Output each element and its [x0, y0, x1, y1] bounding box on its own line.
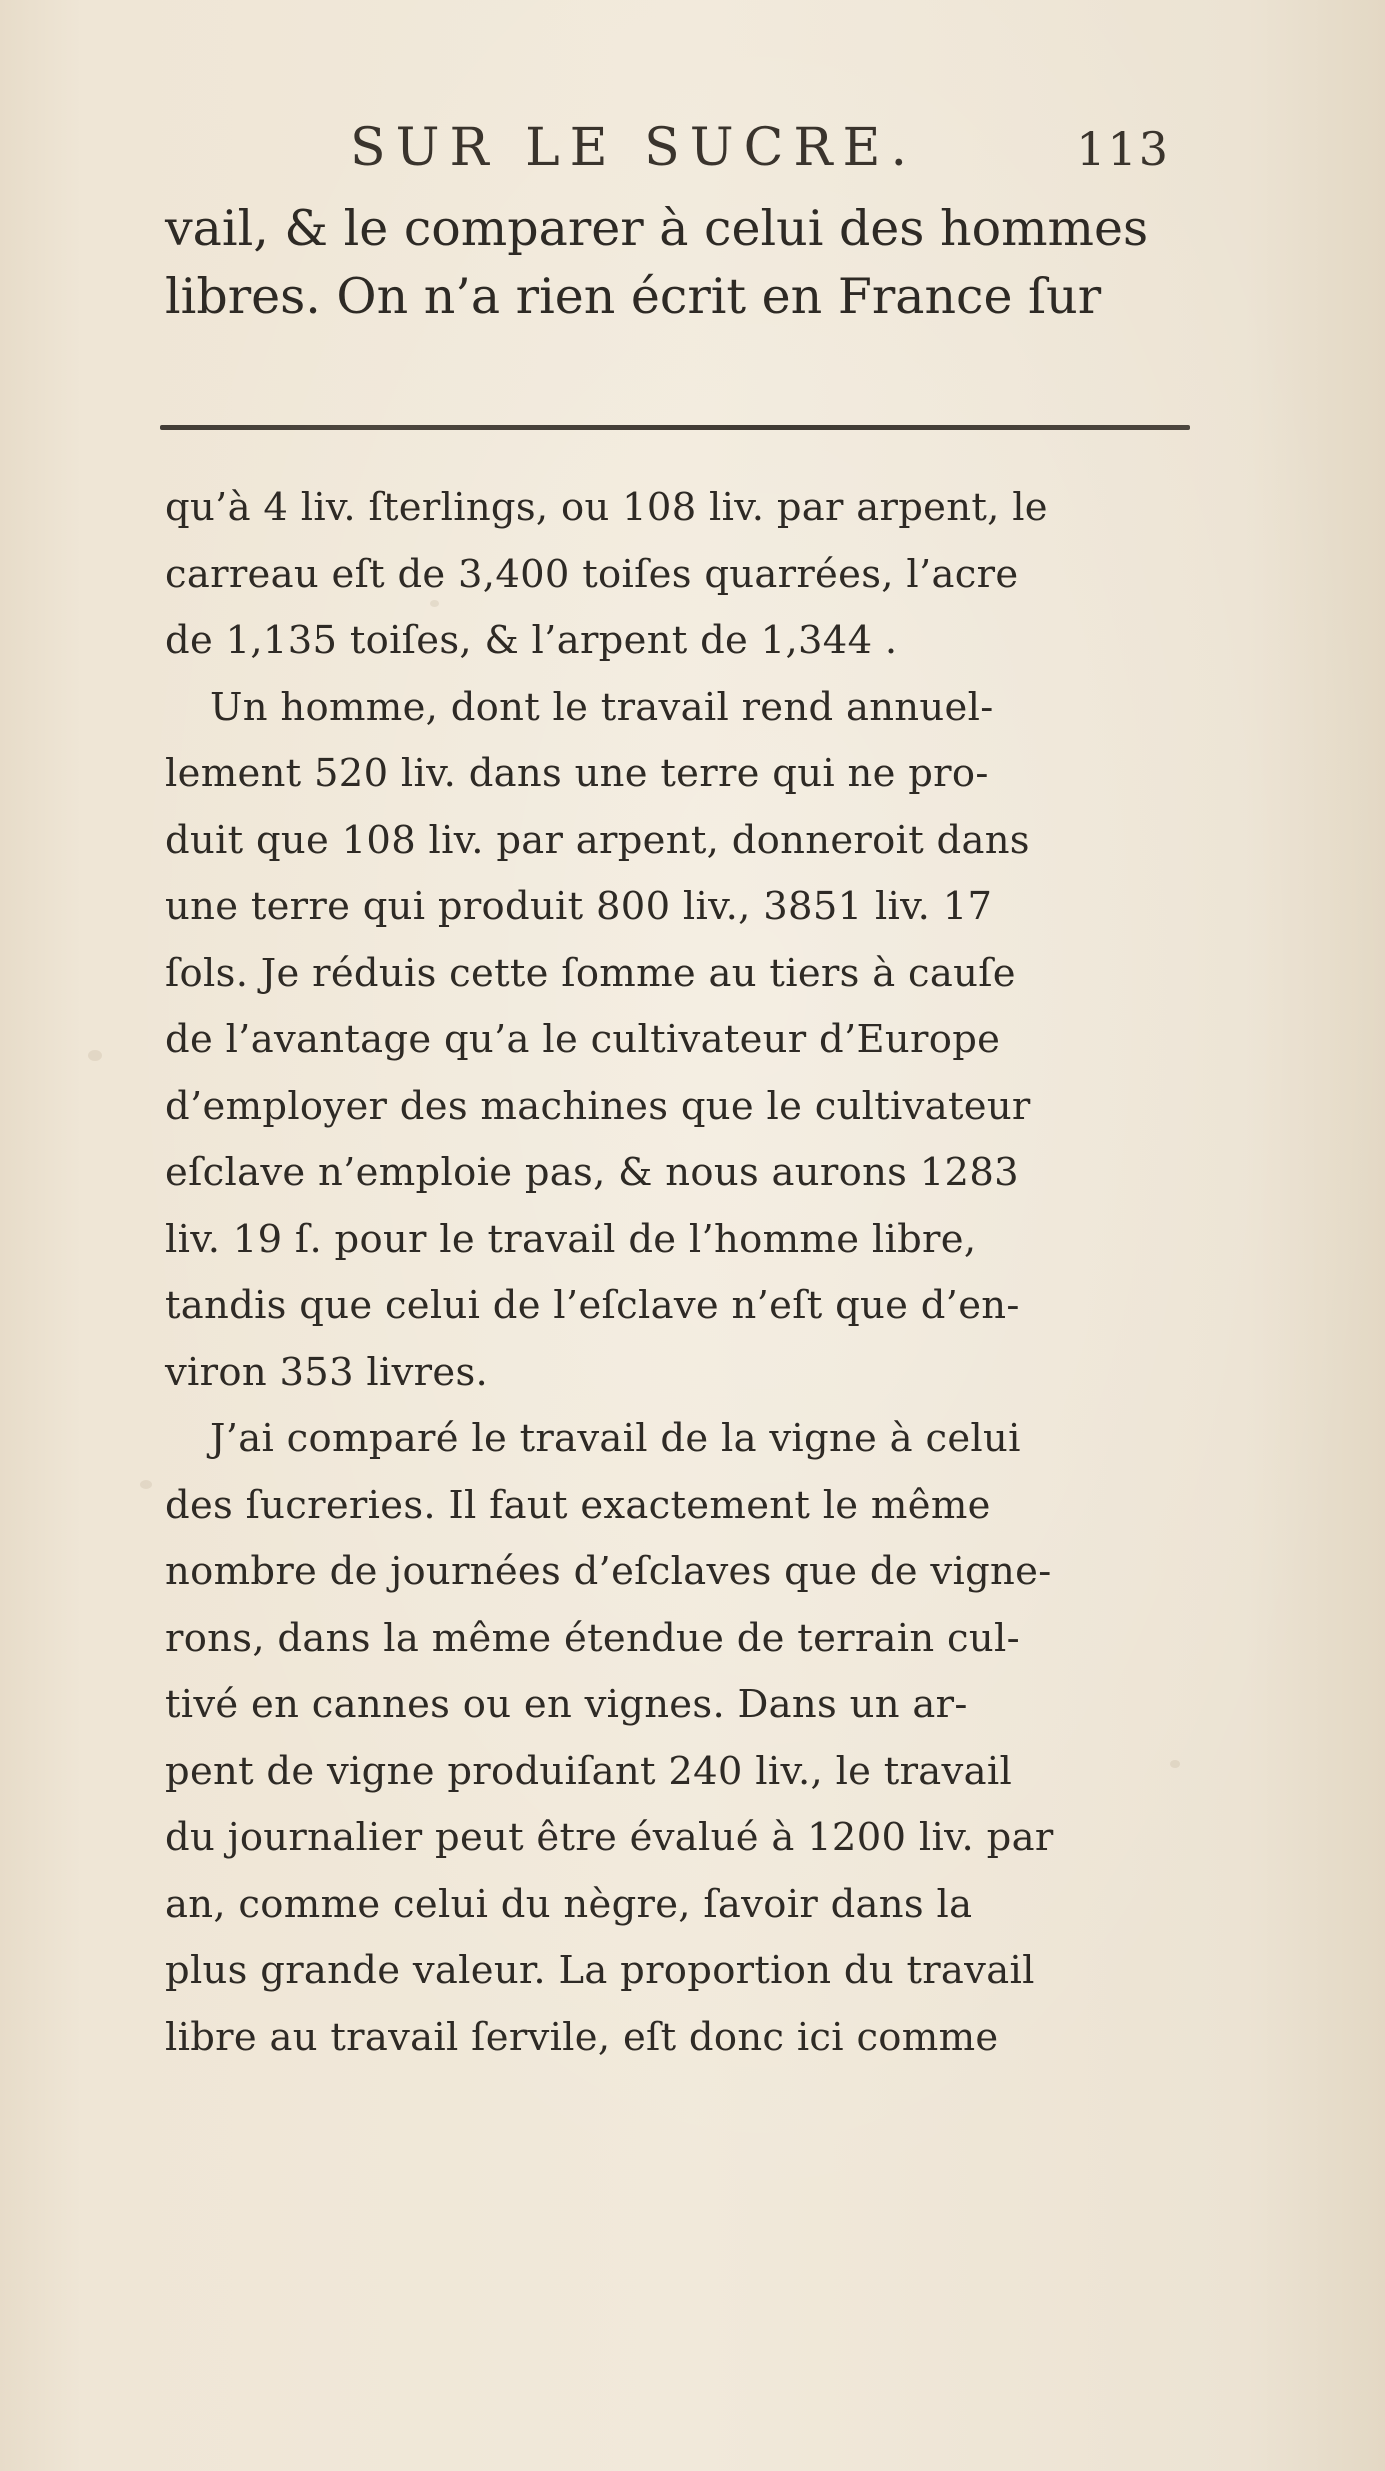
text-line: eſclave n’emploie pas, & nous aurons 1283 [165, 1150, 1019, 1195]
text-line: tandis que celui de l’eſclave n’eſt que d’en- [165, 1283, 1020, 1328]
text-line: libres. On n’a rien écrit en France ſur [165, 268, 1102, 325]
text-line: pent de vigne produiſant 240 liv., le travail [165, 1748, 1013, 1794]
footnote-text [165, 475, 1185, 2071]
text-line: qu’à 4 liv. ſterlings, ou 108 liv. par arpent, le [165, 485, 1048, 530]
running-title: SUR LE SUCRE. [350, 118, 918, 178]
text-line: viron 353 livres. [165, 1349, 489, 1395]
text-line: vail, & le comparer à celui des hommes [165, 200, 1149, 257]
text-line: du journalier peut être évalué à 1200 liv. par [165, 1815, 1054, 1860]
text-line: une terre qui produit 800 liv., 3851 liv. 17 [165, 884, 993, 929]
text-line: libre au travail ſervile, eſt donc ici comme [165, 2014, 999, 2060]
main-text [165, 195, 1185, 331]
text-line: duit que 108 liv. par arpent, donneroit dans [165, 817, 1030, 863]
text-line: lement 520 liv. dans une terre qui ne pro- [165, 751, 989, 796]
text-line: de l’avantage qu’a le cultivateur d’Europe [165, 1017, 1001, 1062]
text-line: rons, dans la même étendue de terrain cul- [165, 1615, 1020, 1661]
paper-stain [140, 1480, 152, 1489]
text-line: ſols. Je réduis cette ſomme au tiers à cauſe [165, 950, 1016, 996]
text-line: carreau eſt de 3,400 toiſes quarrées, l’acre [165, 551, 1019, 597]
text-line: Un homme, dont le travail rend annuel- [210, 684, 994, 730]
footnote-rule [160, 425, 1190, 430]
text-line: de 1,135 toiſes, & l’arpent de 1,344 . [165, 618, 898, 663]
running-head [350, 118, 1170, 178]
text-line: nombre de journées d’eſclaves que de vigne- [165, 1549, 1052, 1594]
text-line: tivé en cannes ou en vignes. Dans un ar- [165, 1682, 968, 1727]
text-line: d’employer des machines que le cultivateur [165, 1083, 1031, 1129]
text-line: J’ai comparé le travail de la vigne à celui [210, 1416, 1021, 1461]
text-line: plus grande valeur. La proportion du travail [165, 1948, 1035, 1993]
text-line: an, comme celui du nègre, ſavoir dans la [165, 1881, 973, 1927]
paper-stain [88, 1050, 102, 1061]
page-number: 113 [1076, 122, 1170, 176]
text-line: des ſucreries. Il faut exactement le même [165, 1482, 991, 1528]
text-line: liv. 19 ſ. pour le travail de l’homme libre, [165, 1216, 977, 1262]
